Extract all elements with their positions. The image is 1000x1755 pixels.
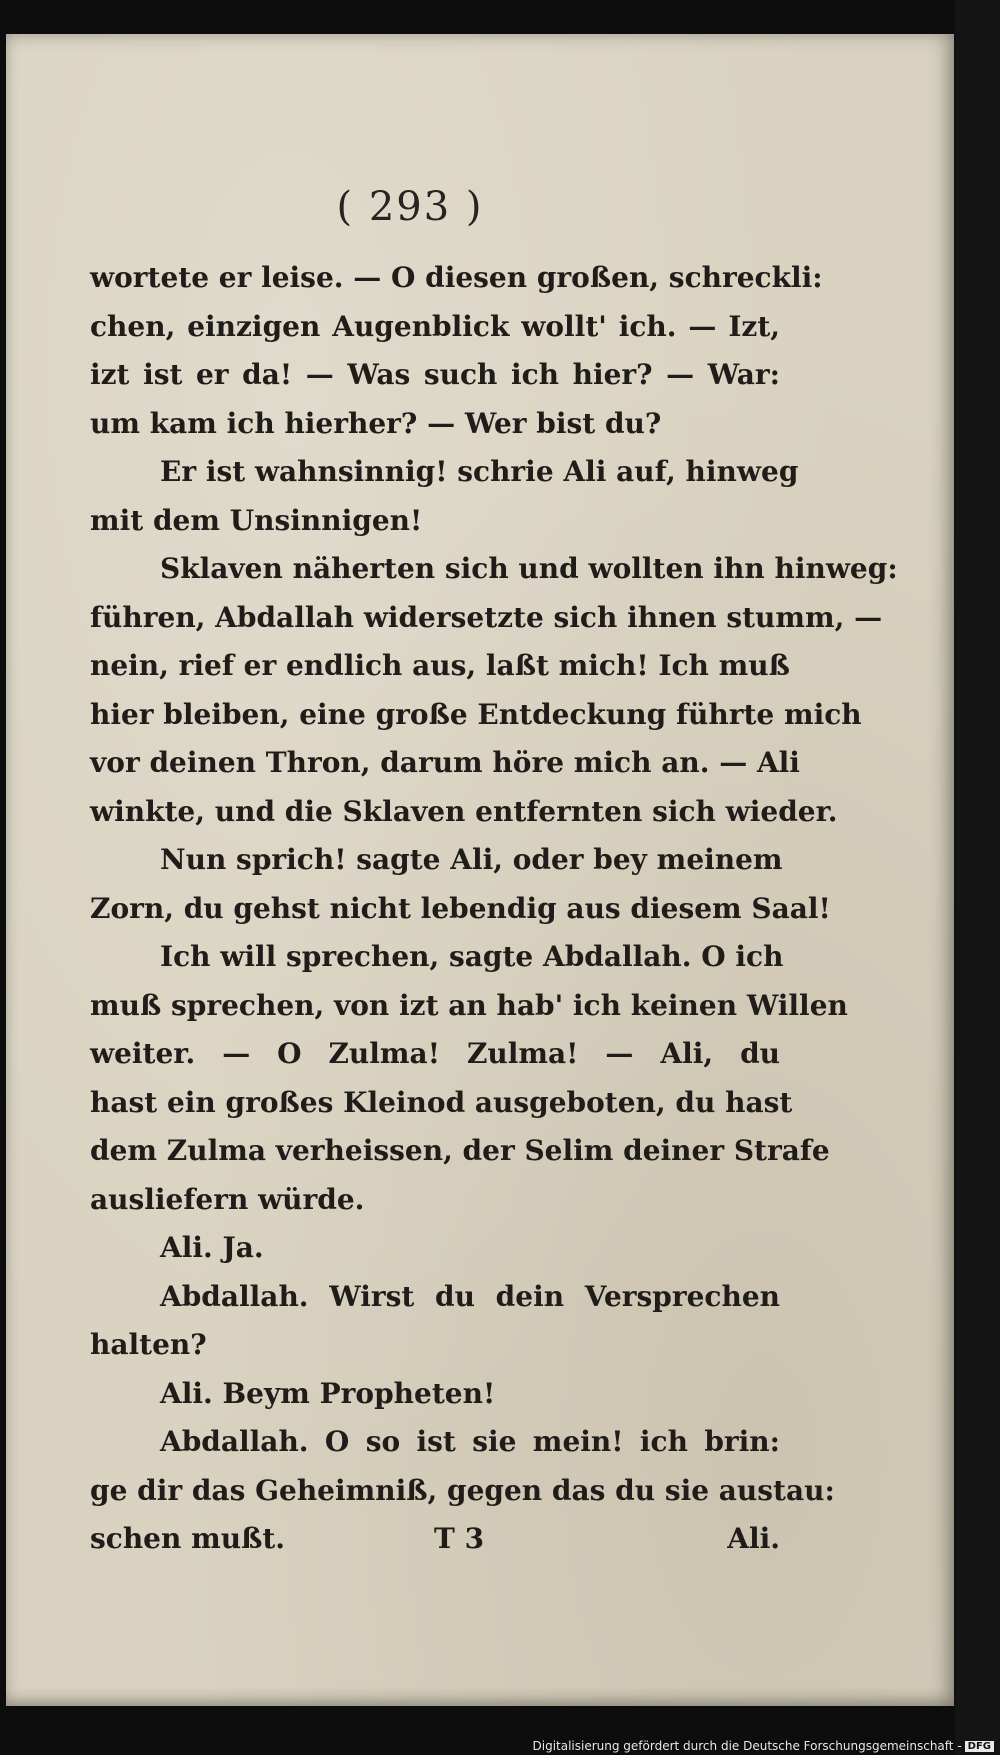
book-page — [6, 34, 954, 1706]
text-line: mit dem Unsinnigen! — [90, 503, 423, 537]
speaker-line: Ali. Ja. — [160, 1231, 264, 1264]
text-line: izt ist er da! — Was such ich hier? — War: — [90, 358, 780, 391]
speaker-line: Abdallah. Wirst du dein Versprechen — [160, 1279, 780, 1313]
text-line: wortete er leise. — O diesen großen, schreckli: — [90, 261, 823, 294]
speaker-line: Ali. Beym Propheten! — [160, 1376, 496, 1410]
text-line: ge dir das Geheimniß, gegen das du sie austau: — [90, 1473, 835, 1507]
text-line: Zorn, du gehst nicht lebendig aus diesem Saal! — [90, 891, 831, 925]
text-line: vor deinen Thron, darum höre mich an. — Ali — [90, 746, 800, 779]
footer-text: schen mußt. — [90, 1522, 286, 1555]
text-line: halten? — [90, 1328, 207, 1361]
text-line: chen, einzigen Augenblick wollt' ich. — Izt, — [90, 309, 780, 343]
text-line: Nun sprich! sagte Ali, oder bey meinem — [160, 843, 783, 876]
text-line: dem Zulma verheissen, der Selim deiner Strafe — [90, 1134, 830, 1167]
page-number: ( 293 ) — [336, 184, 484, 230]
text-line: nein, rief er endlich aus, laßt mich! Ich muß — [90, 649, 790, 682]
footer-line — [90, 1515, 780, 1564]
text-line: muß sprechen, von izt an hab' ich keinen Willen — [90, 988, 848, 1022]
text-line: Ich will sprechen, sagte Abdallah. O ich — [160, 940, 784, 973]
text-body — [90, 254, 898, 1564]
scan-background — [955, 0, 1000, 1755]
text-line: führen, Abdallah widersetzte sich ihnen stumm, — — [90, 600, 883, 634]
speaker-line: Abdallah. O so ist sie mein! ich brin: — [160, 1425, 780, 1458]
text-line: Sklaven näherten sich und wollten ihn hinweg: — [160, 552, 898, 585]
text-line: hier bleiben, eine große Entdeckung führte mich — [90, 697, 862, 731]
text-line: ausliefern würde. — [90, 1182, 365, 1216]
signature-mark: T 3 — [434, 1522, 485, 1555]
text-line: Er ist wahnsinnig! schrie Ali auf, hinweg — [160, 455, 799, 488]
digitization-credit — [533, 1739, 995, 1753]
text-line: hast ein großes Kleinod ausgeboten, du hast — [90, 1085, 793, 1119]
credit-text: Digitalisierung gefördert durch die Deutsche Forschungsgemeinschaft - — [532, 1739, 962, 1753]
text-line: weiter. — O Zulma! Zulma! — Ali, du — [90, 1037, 780, 1070]
catchword: Ali. — [727, 1522, 780, 1555]
dfg-logo: DFG — [965, 1741, 994, 1752]
text-line: winkte, und die Sklaven entfernten sich wieder. — [90, 794, 838, 828]
text-line: um kam ich hierher? — Wer bist du? — [90, 406, 662, 440]
